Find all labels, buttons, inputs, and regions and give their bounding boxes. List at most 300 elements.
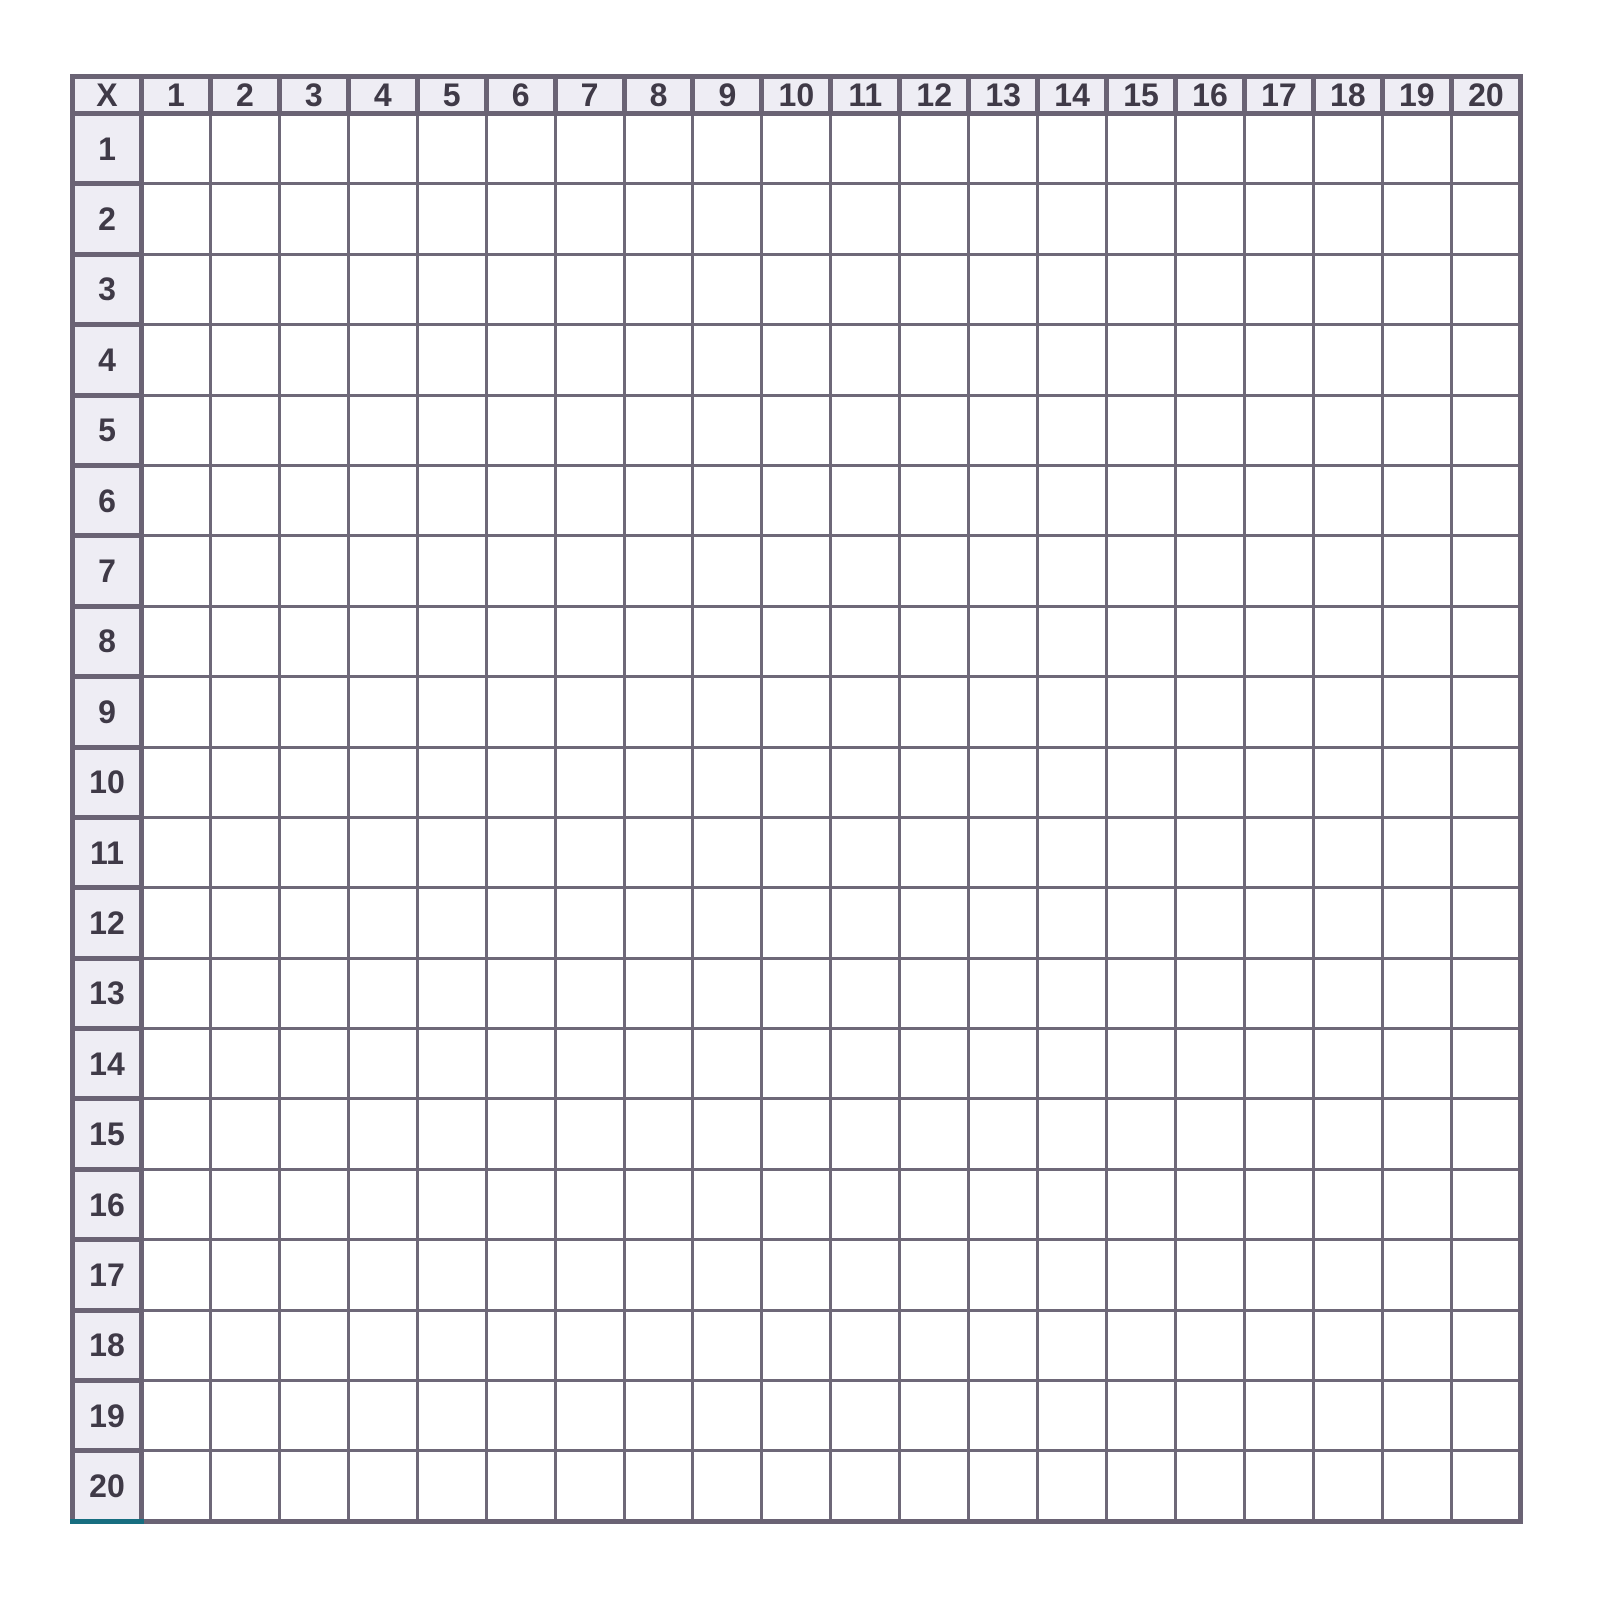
column-header-13: 13 — [969, 77, 1038, 114]
grid-cell — [555, 114, 624, 184]
grid-cell — [1244, 677, 1313, 747]
grid-cell — [1038, 114, 1107, 184]
grid-cell — [1382, 114, 1451, 184]
grid-cell — [1038, 958, 1107, 1028]
grid-cell — [555, 747, 624, 817]
column-header-5: 5 — [417, 77, 486, 114]
grid-cell — [693, 465, 762, 535]
row-header-7: 7 — [73, 536, 142, 606]
grid-cell — [1313, 747, 1382, 817]
grid-cell — [1107, 888, 1176, 958]
grid-cell — [624, 958, 693, 1028]
grid-cell — [141, 677, 210, 747]
column-header-17: 17 — [1244, 77, 1313, 114]
grid-cell — [555, 1029, 624, 1099]
grid-cell — [1451, 888, 1520, 958]
grid-cell — [762, 1310, 831, 1380]
grid-cell — [279, 747, 348, 817]
grid-cell — [1038, 888, 1107, 958]
column-header-18: 18 — [1313, 77, 1382, 114]
grid-cell — [141, 1310, 210, 1380]
grid-cell — [831, 817, 900, 887]
table-row — [73, 1451, 1521, 1522]
grid-cell — [1244, 395, 1313, 465]
grid-cell — [348, 325, 417, 395]
grid-cell — [831, 747, 900, 817]
column-header-8: 8 — [624, 77, 693, 114]
grid-cell — [555, 254, 624, 324]
grid-cell — [624, 1240, 693, 1310]
grid-cell — [141, 817, 210, 887]
grid-cell — [900, 536, 969, 606]
grid-cell — [1451, 395, 1520, 465]
grid-cell — [1382, 958, 1451, 1028]
multiplication-table — [70, 74, 1523, 1524]
grid-cell — [486, 1240, 555, 1310]
grid-cell — [1107, 1310, 1176, 1380]
grid-cell — [900, 958, 969, 1028]
grid-cell — [1313, 325, 1382, 395]
grid-cell — [1313, 1310, 1382, 1380]
grid-cell — [417, 465, 486, 535]
grid-cell — [210, 536, 279, 606]
grid-cell — [969, 888, 1038, 958]
grid-cell — [1313, 1099, 1382, 1169]
grid-cell — [279, 1029, 348, 1099]
grid-cell — [831, 114, 900, 184]
column-header-16: 16 — [1176, 77, 1245, 114]
grid-cell — [969, 325, 1038, 395]
grid-cell — [279, 536, 348, 606]
grid-cell — [900, 888, 969, 958]
grid-cell — [831, 1451, 900, 1522]
grid-cell — [486, 1029, 555, 1099]
column-header-3: 3 — [279, 77, 348, 114]
grid-cell — [624, 465, 693, 535]
grid-cell — [1176, 1029, 1245, 1099]
column-header-1: 1 — [141, 77, 210, 114]
grid-cell — [1382, 888, 1451, 958]
grid-cell — [624, 1099, 693, 1169]
grid-cell — [141, 395, 210, 465]
grid-cell — [969, 1029, 1038, 1099]
grid-cell — [279, 1240, 348, 1310]
grid-cell — [279, 254, 348, 324]
grid-cell — [831, 606, 900, 676]
grid-cell — [555, 184, 624, 254]
grid-cell — [1038, 1310, 1107, 1380]
grid-cell — [624, 606, 693, 676]
grid-cell — [1382, 325, 1451, 395]
grid-cell — [1451, 1381, 1520, 1451]
column-header-20: 20 — [1451, 77, 1520, 114]
grid-cell — [279, 114, 348, 184]
grid-cell — [969, 1240, 1038, 1310]
grid-cell — [1038, 1240, 1107, 1310]
grid-cell — [1176, 958, 1245, 1028]
column-header-6: 6 — [486, 77, 555, 114]
grid-cell — [900, 395, 969, 465]
grid-cell — [1451, 536, 1520, 606]
grid-cell — [1176, 395, 1245, 465]
grid-cell — [1038, 184, 1107, 254]
grid-cell — [1451, 114, 1520, 184]
table-row — [73, 747, 1521, 817]
grid-cell — [1244, 1240, 1313, 1310]
grid-cell — [624, 1451, 693, 1522]
grid-cell — [1107, 677, 1176, 747]
column-header-7: 7 — [555, 77, 624, 114]
grid-cell — [969, 1169, 1038, 1239]
grid-cell — [624, 325, 693, 395]
grid-cell — [1107, 1381, 1176, 1451]
grid-cell — [555, 1240, 624, 1310]
grid-cell — [348, 536, 417, 606]
grid-cell — [1176, 1310, 1245, 1380]
row-header-1: 1 — [73, 114, 142, 184]
grid-cell — [969, 536, 1038, 606]
grid-cell — [969, 1099, 1038, 1169]
grid-cell — [348, 677, 417, 747]
column-header-4: 4 — [348, 77, 417, 114]
grid-cell — [279, 1099, 348, 1169]
grid-cell — [1313, 536, 1382, 606]
grid-cell — [141, 1099, 210, 1169]
grid-cell — [1107, 1169, 1176, 1239]
grid-cell — [762, 1381, 831, 1451]
grid-cell — [693, 395, 762, 465]
grid-cell — [348, 817, 417, 887]
grid-cell — [279, 184, 348, 254]
grid-cell — [1038, 465, 1107, 535]
grid-cell — [279, 888, 348, 958]
grid-cell — [693, 1451, 762, 1522]
grid-cell — [555, 1310, 624, 1380]
grid-cell — [1107, 817, 1176, 887]
grid-cell — [1451, 958, 1520, 1028]
grid-cell — [348, 1381, 417, 1451]
grid-cell — [210, 1451, 279, 1522]
grid-cell — [1382, 677, 1451, 747]
grid-cell — [1176, 888, 1245, 958]
grid-cell — [900, 1169, 969, 1239]
table-body — [73, 114, 1521, 1522]
grid-cell — [348, 114, 417, 184]
grid-cell — [1451, 1240, 1520, 1310]
grid-cell — [1176, 114, 1245, 184]
grid-cell — [1176, 184, 1245, 254]
grid-cell — [210, 958, 279, 1028]
grid-cell — [1107, 747, 1176, 817]
grid-cell — [555, 1169, 624, 1239]
grid-cell — [555, 817, 624, 887]
grid-cell — [486, 1099, 555, 1169]
grid-cell — [486, 325, 555, 395]
grid-cell — [624, 677, 693, 747]
grid-cell — [1313, 465, 1382, 535]
grid-cell — [1451, 184, 1520, 254]
grid-cell — [1244, 1451, 1313, 1522]
grid-cell — [624, 1381, 693, 1451]
column-header-9: 9 — [693, 77, 762, 114]
grid-cell — [624, 1310, 693, 1380]
column-header-14: 14 — [1038, 77, 1107, 114]
row-header-15: 15 — [73, 1099, 142, 1169]
grid-cell — [1382, 747, 1451, 817]
grid-cell — [624, 114, 693, 184]
grid-cell — [831, 1310, 900, 1380]
grid-cell — [1038, 395, 1107, 465]
grid-cell — [279, 1381, 348, 1451]
grid-cell — [762, 114, 831, 184]
grid-cell — [141, 747, 210, 817]
grid-cell — [831, 888, 900, 958]
grid-cell — [831, 1381, 900, 1451]
row-header-18: 18 — [73, 1310, 142, 1380]
row-header-17: 17 — [73, 1240, 142, 1310]
grid-cell — [1038, 1029, 1107, 1099]
table-row — [73, 958, 1521, 1028]
grid-cell — [210, 114, 279, 184]
grid-cell — [417, 114, 486, 184]
row-header-2: 2 — [73, 184, 142, 254]
grid-cell — [1107, 465, 1176, 535]
grid-cell — [693, 888, 762, 958]
grid-cell — [141, 254, 210, 324]
grid-cell — [417, 325, 486, 395]
grid-cell — [693, 958, 762, 1028]
grid-cell — [1107, 395, 1176, 465]
grid-cell — [900, 254, 969, 324]
grid-cell — [762, 817, 831, 887]
grid-cell — [555, 395, 624, 465]
grid-cell — [831, 1099, 900, 1169]
table-row — [73, 325, 1521, 395]
grid-cell — [1176, 1169, 1245, 1239]
grid-cell — [1313, 1029, 1382, 1099]
grid-cell — [210, 606, 279, 676]
grid-cell — [417, 395, 486, 465]
row-header-13: 13 — [73, 958, 142, 1028]
grid-cell — [1244, 958, 1313, 1028]
grid-cell — [1313, 395, 1382, 465]
grid-cell — [1244, 254, 1313, 324]
grid-cell — [1382, 465, 1451, 535]
grid-cell — [1176, 254, 1245, 324]
grid-cell — [762, 465, 831, 535]
grid-cell — [1382, 1381, 1451, 1451]
grid-cell — [624, 747, 693, 817]
grid-cell — [210, 817, 279, 887]
grid-cell — [1244, 1029, 1313, 1099]
grid-cell — [624, 1029, 693, 1099]
grid-cell — [969, 254, 1038, 324]
grid-cell — [555, 465, 624, 535]
grid-cell — [900, 677, 969, 747]
grid-cell — [969, 1381, 1038, 1451]
grid-cell — [1038, 606, 1107, 676]
grid-cell — [1313, 817, 1382, 887]
grid-cell — [486, 1381, 555, 1451]
grid-cell — [1451, 465, 1520, 535]
grid-cell — [486, 1451, 555, 1522]
grid-cell — [693, 114, 762, 184]
grid-cell — [141, 536, 210, 606]
grid-cell — [1107, 958, 1176, 1028]
grid-cell — [417, 184, 486, 254]
grid-cell — [1382, 606, 1451, 676]
grid-cell — [417, 1169, 486, 1239]
grid-cell — [1107, 536, 1176, 606]
grid-cell — [900, 606, 969, 676]
table-row — [73, 1029, 1521, 1099]
grid-cell — [1038, 1381, 1107, 1451]
grid-cell — [762, 888, 831, 958]
grid-cell — [486, 395, 555, 465]
grid-cell — [486, 677, 555, 747]
grid-cell — [1313, 1451, 1382, 1522]
grid-cell — [969, 184, 1038, 254]
row-header-19: 19 — [73, 1381, 142, 1451]
table-row — [73, 114, 1521, 184]
grid-cell — [831, 677, 900, 747]
grid-cell — [693, 677, 762, 747]
row-header-14: 14 — [73, 1029, 142, 1099]
grid-cell — [1313, 184, 1382, 254]
grid-cell — [279, 325, 348, 395]
grid-cell — [555, 1099, 624, 1169]
grid-cell — [1244, 465, 1313, 535]
grid-cell — [141, 1029, 210, 1099]
table-row — [73, 677, 1521, 747]
grid-cell — [1244, 606, 1313, 676]
grid-cell — [141, 1381, 210, 1451]
row-header-20: 20 — [73, 1451, 142, 1522]
grid-cell — [141, 465, 210, 535]
grid-cell — [1244, 1381, 1313, 1451]
grid-cell — [969, 465, 1038, 535]
grid-cell — [210, 677, 279, 747]
grid-cell — [348, 747, 417, 817]
grid-cell — [762, 747, 831, 817]
grid-cell — [141, 1451, 210, 1522]
grid-cell — [1244, 1310, 1313, 1380]
grid-cell — [1244, 114, 1313, 184]
grid-cell — [1176, 325, 1245, 395]
grid-cell — [486, 254, 555, 324]
grid-cell — [1244, 184, 1313, 254]
grid-cell — [210, 1381, 279, 1451]
row-header-5: 5 — [73, 395, 142, 465]
grid-cell — [555, 606, 624, 676]
table-row — [73, 888, 1521, 958]
grid-cell — [141, 606, 210, 676]
grid-cell — [486, 958, 555, 1028]
grid-cell — [1176, 1099, 1245, 1169]
grid-cell — [1107, 325, 1176, 395]
grid-cell — [279, 1169, 348, 1239]
grid-cell — [831, 325, 900, 395]
grid-cell — [1382, 817, 1451, 887]
grid-cell — [1107, 254, 1176, 324]
grid-cell — [1313, 888, 1382, 958]
grid-cell — [555, 677, 624, 747]
grid-cell — [1176, 1451, 1245, 1522]
grid-cell — [1244, 1099, 1313, 1169]
grid-cell — [486, 536, 555, 606]
table-row — [73, 606, 1521, 676]
grid-cell — [210, 747, 279, 817]
grid-cell — [279, 395, 348, 465]
grid-cell — [1176, 1240, 1245, 1310]
column-header-2: 2 — [210, 77, 279, 114]
grid-cell — [417, 677, 486, 747]
grid-cell — [417, 254, 486, 324]
grid-cell — [1382, 1451, 1451, 1522]
row-header-10: 10 — [73, 747, 142, 817]
grid-cell — [969, 1451, 1038, 1522]
grid-cell — [624, 536, 693, 606]
grid-cell — [417, 817, 486, 887]
grid-cell — [210, 395, 279, 465]
grid-cell — [1038, 1099, 1107, 1169]
grid-cell — [1451, 1310, 1520, 1380]
grid-cell — [624, 254, 693, 324]
grid-cell — [486, 747, 555, 817]
grid-cell — [141, 888, 210, 958]
grid-cell — [900, 747, 969, 817]
grid-cell — [1176, 747, 1245, 817]
grid-cell — [417, 606, 486, 676]
grid-cell — [141, 1240, 210, 1310]
grid-cell — [1244, 325, 1313, 395]
grid-cell — [624, 395, 693, 465]
grid-cell — [693, 1169, 762, 1239]
grid-cell — [486, 465, 555, 535]
grid-cell — [417, 536, 486, 606]
grid-cell — [900, 1099, 969, 1169]
grid-cell — [1382, 395, 1451, 465]
grid-cell — [693, 1099, 762, 1169]
grid-cell — [1176, 465, 1245, 535]
grid-cell — [693, 606, 762, 676]
table-header — [73, 77, 1521, 114]
grid-cell — [831, 184, 900, 254]
row-header-4: 4 — [73, 325, 142, 395]
grid-cell — [279, 1310, 348, 1380]
grid-cell — [1038, 677, 1107, 747]
row-header-16: 16 — [73, 1169, 142, 1239]
grid-cell — [210, 1029, 279, 1099]
grid-cell — [831, 465, 900, 535]
grid-cell — [831, 1240, 900, 1310]
grid-cell — [348, 1029, 417, 1099]
grid-cell — [831, 1169, 900, 1239]
grid-cell — [1313, 1381, 1382, 1451]
grid-cell — [279, 958, 348, 1028]
grid-cell — [693, 325, 762, 395]
row-header-12: 12 — [73, 888, 142, 958]
row-header-3: 3 — [73, 254, 142, 324]
grid-cell — [1107, 1451, 1176, 1522]
grid-cell — [969, 677, 1038, 747]
grid-cell — [555, 325, 624, 395]
grid-cell — [900, 325, 969, 395]
table-row — [73, 1310, 1521, 1380]
grid-cell — [348, 465, 417, 535]
grid-cell — [279, 677, 348, 747]
grid-cell — [279, 465, 348, 535]
